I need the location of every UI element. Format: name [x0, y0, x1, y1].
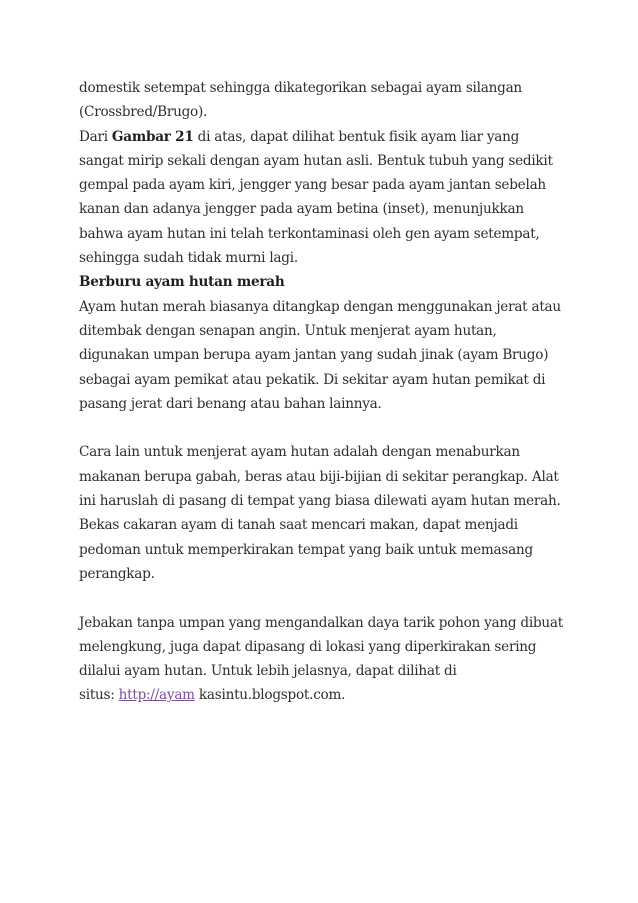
paragraph-trap: [79, 611, 579, 708]
text-line: Ayam hutan merah biasanya ditangkap dengan menggunakan jerat atau: [79, 298, 561, 315]
text-line: pedoman untuk memperkirakan tempat yang baik untuk memasang: [79, 541, 533, 558]
text-line: makanan berupa gabah, beras atau biji-bijian di sekitar perangkap. Alat: [79, 468, 559, 485]
paragraph-spacer: [79, 416, 579, 440]
paragraph-bait: [79, 440, 579, 586]
text-line: (Crossbred/Brugo).: [79, 104, 208, 121]
figure-reference: Gambar 21: [111, 128, 194, 145]
text-fragment: Dari: [79, 128, 112, 145]
text-line: gempal pada ayam kiri, jengger yang besar pada ayam jantan sebelah: [79, 177, 546, 194]
text-line: perangkap.: [79, 565, 155, 582]
text-fragment: di atas, dapat dilihat bentuk fisik ayam liar yang: [193, 128, 520, 145]
text-line: melengkung, juga dapat dipasang di lokasi yang diperkirakan sering: [79, 638, 537, 655]
paragraph-spacer: [79, 586, 579, 610]
text-fragment: situs:: [79, 687, 119, 704]
text-line: ini haruslah di pasang di tempat yang biasa dilewati ayam hutan merah.: [79, 493, 561, 510]
text-line: [79, 125, 579, 149]
text-line: Bekas cakaran ayam di tanah saat mencari makan, dapat menjadi: [79, 517, 518, 534]
text-line: kanan dan adanya jengger pada ayam betina (inset), menunjukkan: [79, 201, 524, 218]
paragraph-hunting: [79, 295, 579, 416]
text-line: sebagai ayam pemikat atau pekatik. Di sekitar ayam hutan pemikat di: [79, 371, 546, 388]
text-line: sehingga sudah tidak murni lagi.: [79, 250, 298, 267]
paragraph-crossbred: [79, 76, 579, 270]
text-line: Jebakan tanpa umpan yang mengandalkan daya tarik pohon yang dibuat: [79, 614, 563, 631]
document-page: [79, 76, 579, 708]
website-link[interactable]: http://ayam: [118, 687, 195, 704]
text-line: domestik setempat sehingga dikategorikan sebagai ayam silangan: [79, 80, 522, 96]
text-line: sangat mirip sekali dengan ayam hutan asli. Bentuk tubuh yang sedikit: [79, 152, 553, 169]
text-line: ditembak dengan senapan angin. Untuk menjerat ayam hutan,: [79, 322, 497, 339]
text-line: dilalui ayam hutan. Untuk lebih jelasnya, dapat dilihat di: [79, 663, 457, 680]
text-line: [79, 683, 579, 707]
text-line: digunakan umpan berupa ayam jantan yang sudah jinak (ayam Brugo): [79, 347, 549, 364]
text-line: pasang jerat dari benang atau bahan lainnya.: [79, 395, 382, 412]
text-line: bahwa ayam hutan ini telah terkontaminasi oleh gen ayam setempat,: [79, 225, 540, 242]
text-fragment: kasintu.blogspot.com.: [194, 687, 346, 704]
section-heading: Berburu ayam hutan merah: [79, 274, 285, 291]
text-line: Cara lain untuk menjerat ayam hutan adalah dengan menaburkan: [79, 444, 520, 461]
